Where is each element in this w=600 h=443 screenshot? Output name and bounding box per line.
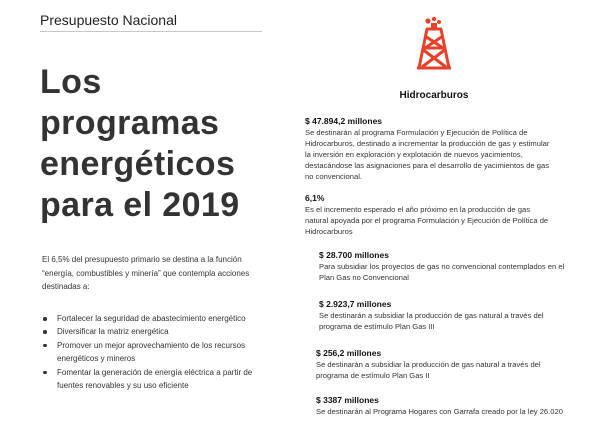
page-title xyxy=(40,62,280,226)
list-item: Promover un mejor aprovechamiento de los recursos energéticos y mineros xyxy=(42,339,277,366)
section-title: Hidrocarburos xyxy=(399,90,469,101)
item-amount: $ 3387 millones xyxy=(316,395,379,405)
section-header: Presupuesto Nacional xyxy=(40,12,262,32)
title-line: programas xyxy=(40,104,220,142)
item-description: Se destinarán a subsidiar la producción de gas natural a través del programa de estímulo Plan Gas III xyxy=(319,311,544,331)
title-line: energéticos xyxy=(40,145,236,183)
item-description: Para subsidiar los proyectos de gas no convencional contemplados en el Plan Gas no Convencional xyxy=(319,262,565,282)
title-line: para el 2019 xyxy=(40,186,240,224)
title-line: Los xyxy=(40,63,102,101)
item-amount: $ 47.894,2 millones xyxy=(305,116,383,126)
item-amount: $ 256,2 millones xyxy=(316,348,382,358)
item-description: Es el incremento esperado el año próximo en la producción de gas natural apoyada por el programa Formulación y Ejecución de Política de Hidrocarburos xyxy=(305,205,549,236)
list-item: Fortalecer la seguridad de abastecimiento energético xyxy=(42,312,277,325)
budget-item xyxy=(319,299,569,332)
budget-item xyxy=(316,395,566,417)
budget-item xyxy=(316,348,566,381)
item-description: Se destinarán al Programa Hogares con Garrafa creado por la ley 26.020 xyxy=(316,407,563,416)
oil-rig-icon xyxy=(414,15,454,73)
item-description: Se destinarán a subsidiar la producción de gas natural a través del programa de estímulo Plan Gas II xyxy=(316,360,541,380)
budget-item xyxy=(305,193,555,237)
list-item: Fomentar la generación de energía eléctrica a partir de fuentes renovables y su uso eficiente xyxy=(42,366,277,393)
item-amount: $ 28.700 millones xyxy=(319,250,389,260)
item-amount: $ 2.923,7 millones xyxy=(319,299,392,309)
budget-item xyxy=(305,116,555,182)
goals-list xyxy=(42,312,277,392)
list-item: Diversificar la matriz energética xyxy=(42,325,277,338)
budget-item xyxy=(319,250,569,283)
item-description: Se destinarán al programa Formulación y Ejecución de Política de Hidrocarburos, destinado a incrementar la producción de gas y estimular la inversión en exploración y explotación de nuevos yacimientos, destacándose las asignaciones para el desarrollo de yacimientos de gas no convencional. xyxy=(305,128,550,181)
item-amount: 6,1% xyxy=(305,193,325,203)
intro-paragraph: El 6,5% del presupuesto primario se destina a la función “energía, combustibles y minería” que contempla acciones destinadas a: xyxy=(42,255,250,291)
